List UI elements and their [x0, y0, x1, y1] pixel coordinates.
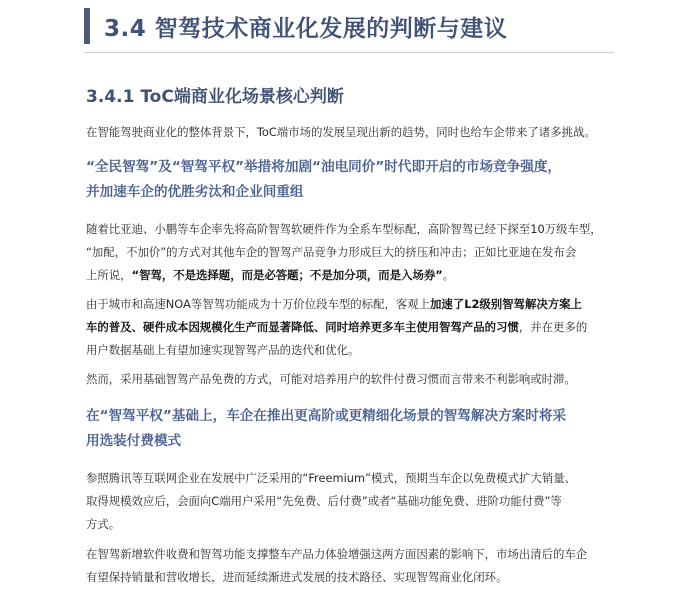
finding-heading-1 [86, 155, 561, 205]
paragraph-3-line1-bold: 加速了L2级别智驾解决方案上 [430, 297, 582, 311]
paragraph-2-line2: “加配，不加价”的方式对其他车企的智驾产品竞争力形成巨大的挤压和冲击；正如比亚迪在发布会 [86, 245, 577, 259]
paragraph-4: 然而，采用基础智驾产品免费的方式，可能对培养用户的软件付费习惯而言带来不利影响或时滞。 [86, 372, 576, 386]
paragraph-2-line3-pre: 上所说， [86, 268, 132, 282]
finding-heading-1-line2: 并加速车企的优胜劣汰和企业间重组 [86, 184, 304, 200]
finding-heading-1-line1: “全民智驾”及“智驾平权”举措将加剧“油电同价”时代即开启的市场竞争强度， [86, 159, 562, 175]
paragraph-2-line3 [86, 264, 602, 287]
section-title: 3.4 智驾技术商业化发展的判断与建议 [104, 16, 508, 42]
paragraph-3-line3: 用户数据基础上有望加速实现智驾产品的迭代和优化。 [86, 343, 360, 357]
paragraph-6-line2: 有望保持销量和营收增长，进而延续渐进式发展的技术路径、实现智驾商业化闭环。 [86, 570, 508, 584]
paragraph-5-line2: 取得规模效应后，会面向C端用户采用“先免费、后付费”或者“基础功能免费、进阶功能付费”等 [86, 494, 562, 508]
section-title-accent-bar [84, 8, 90, 44]
section-title-divider [84, 52, 614, 53]
paragraph-3-line2 [86, 316, 587, 339]
paragraph-2-quote: “智驾，不是选择题，而是必答题；不是加分项，而是入场券” [131, 268, 443, 282]
finding-heading-2-line1: 在“智驾平权”基础上，车企在推出更高阶或更精细化场景的智驾解决方案时将采 [86, 408, 567, 424]
paragraph-5-line1: 参照腾讯等互联网企业在发展中广泛采用的“Freemium”模式，预期当车企以免费模式扩大销量、 [86, 471, 577, 485]
paragraph-5 [86, 467, 576, 536]
subsection-title: 3.4.1 ToC端商业化场景核心判断 [86, 87, 344, 107]
paragraph-2-line1: 随着比亚迪、小鹏等车企率先将高阶智驾软硬件作为全系车型标配，高阶智驾已经下探至10万级车型， [86, 222, 602, 236]
paragraph-6 [86, 543, 587, 589]
paragraph-3-line2-bold: 车的普及、硬件成本因规模化生产而显著降低、同时培养更多车主使用智驾产品的习惯 [86, 320, 519, 334]
paragraph-2-line3-post: 。 [442, 268, 455, 282]
intro-paragraph: 在智能驾驶商业化的整体背景下，ToC端市场的发展呈现出新的趋势，同时也给车企带来了诸多挑战。 [86, 125, 596, 139]
paragraph-6-line1: 在智驾新增软件收费和智驾功能支撑整车产品力体验增强这两方面因素的影响下，市场出清后的车企 [86, 547, 588, 561]
paragraph-3 [86, 293, 587, 362]
paragraph-3-line1 [86, 293, 587, 316]
finding-heading-2-line2: 用选装付费模式 [86, 433, 182, 449]
paragraph-2 [86, 218, 602, 287]
paragraph-3-line2-post: ，并在更多的 [518, 320, 588, 334]
paragraph-5-line3: 方式。 [86, 517, 121, 531]
paragraph-3-line1-pre: 由于城市和高速NOA等智驾功能成为十万价位段车型的标配，客观上 [86, 297, 431, 311]
finding-heading-2 [86, 404, 566, 454]
